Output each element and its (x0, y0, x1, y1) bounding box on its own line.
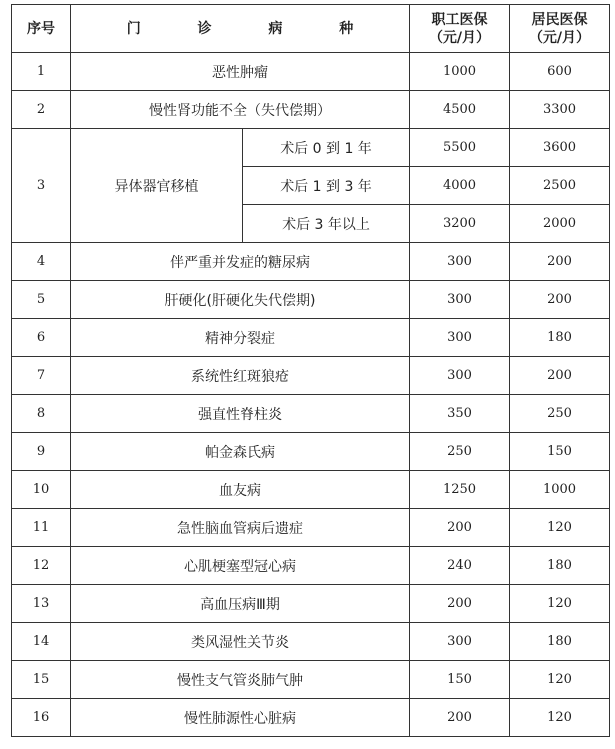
row-employee-amount: 300 (410, 281, 510, 319)
header-seq: 序号 (12, 5, 71, 53)
row-employee-amount: 350 (410, 395, 510, 433)
header-resident-insurance (510, 5, 610, 53)
row-disease: 心肌梗塞型冠心病 (71, 547, 410, 585)
row-resident-amount: 2000 (510, 205, 610, 243)
header-resident-line1: 居民医保 (531, 11, 588, 28)
row-disease: 精神分裂症 (71, 319, 410, 357)
row-sub-period: 术后 1 到 3 年 (243, 167, 410, 205)
row-employee-amount: 300 (410, 623, 510, 661)
insurance-table-container (11, 4, 609, 737)
row-resident-amount: 180 (510, 547, 610, 585)
row-disease: 高血压病Ⅲ期 (71, 585, 410, 623)
row-seq: 8 (12, 395, 71, 433)
row-disease: 伴严重并发症的糖尿病 (71, 243, 410, 281)
row-resident-amount: 250 (510, 395, 610, 433)
row-seq: 16 (12, 699, 71, 737)
row-employee-amount: 300 (410, 243, 510, 281)
row-resident-amount: 3600 (510, 129, 610, 167)
header-resident-line2: （元/月） (528, 29, 591, 46)
row-resident-amount: 3300 (510, 91, 610, 129)
row-seq: 9 (12, 433, 71, 471)
row-seq: 7 (12, 357, 71, 395)
row-employee-amount: 250 (410, 433, 510, 471)
row-employee-amount: 3200 (410, 205, 510, 243)
header-employee-insurance (410, 5, 510, 53)
row-disease: 慢性支气管炎肺气肿 (71, 661, 410, 699)
header-row (12, 5, 610, 53)
row-resident-amount: 120 (510, 661, 610, 699)
table-row (12, 547, 610, 585)
row-employee-amount: 4500 (410, 91, 510, 129)
table-row (12, 661, 610, 699)
row-employee-amount: 150 (410, 661, 510, 699)
table-row (12, 243, 610, 281)
row-resident-amount: 120 (510, 585, 610, 623)
row-sub-period: 术后 3 年以上 (243, 205, 410, 243)
row-seq: 1 (12, 53, 71, 91)
outpatient-insurance-table (11, 4, 610, 737)
row-disease: 慢性肾功能不全（失代偿期） (71, 91, 410, 129)
row-resident-amount: 150 (510, 433, 610, 471)
table-row (12, 585, 610, 623)
table-row (12, 319, 610, 357)
table-row (12, 509, 610, 547)
row-disease: 慢性肺源性心脏病 (71, 699, 410, 737)
row-disease: 血友病 (71, 471, 410, 509)
row-seq: 4 (12, 243, 71, 281)
row-resident-amount: 200 (510, 243, 610, 281)
header-employee-line2: （元/月） (428, 29, 491, 46)
row-employee-amount: 300 (410, 357, 510, 395)
row-disease: 强直性脊柱炎 (71, 395, 410, 433)
row-disease: 恶性肿瘤 (71, 53, 410, 91)
header-employee-line1: 职工医保 (431, 11, 488, 28)
row-employee-amount: 300 (410, 319, 510, 357)
row-seq: 6 (12, 319, 71, 357)
row-seq: 3 (12, 129, 71, 243)
table-row (12, 623, 610, 661)
row-resident-amount: 180 (510, 623, 610, 661)
row-disease: 急性脑血管病后遗症 (71, 509, 410, 547)
row-seq: 5 (12, 281, 71, 319)
row-employee-amount: 200 (410, 699, 510, 737)
table-row (12, 395, 610, 433)
row-disease: 异体器官移植 (71, 129, 243, 243)
header-disease (71, 5, 410, 53)
row-seq: 15 (12, 661, 71, 699)
row-disease: 类风湿性关节炎 (71, 623, 410, 661)
row-employee-amount: 4000 (410, 167, 510, 205)
table-row (12, 471, 610, 509)
row-employee-amount: 200 (410, 509, 510, 547)
header-disease-label: 门 诊 病 种 (126, 20, 380, 37)
table-row (12, 91, 610, 129)
row-disease: 系统性红斑狼疮 (71, 357, 410, 395)
row-seq: 13 (12, 585, 71, 623)
table-row (12, 53, 610, 91)
row-seq: 14 (12, 623, 71, 661)
table-row (12, 433, 610, 471)
row-employee-amount: 240 (410, 547, 510, 585)
row-resident-amount: 120 (510, 699, 610, 737)
row-resident-amount: 180 (510, 319, 610, 357)
row-resident-amount: 120 (510, 509, 610, 547)
row-resident-amount: 200 (510, 281, 610, 319)
table-row (12, 129, 610, 167)
row-resident-amount: 200 (510, 357, 610, 395)
row-employee-amount: 5500 (410, 129, 510, 167)
row-employee-amount: 1000 (410, 53, 510, 91)
row-resident-amount: 2500 (510, 167, 610, 205)
row-seq: 10 (12, 471, 71, 509)
row-sub-period: 术后 0 到 1 年 (243, 129, 410, 167)
row-disease: 肝硬化(肝硬化失代偿期) (71, 281, 410, 319)
table-row (12, 699, 610, 737)
row-seq: 2 (12, 91, 71, 129)
row-employee-amount: 1250 (410, 471, 510, 509)
row-seq: 12 (12, 547, 71, 585)
row-seq: 11 (12, 509, 71, 547)
row-employee-amount: 200 (410, 585, 510, 623)
row-resident-amount: 1000 (510, 471, 610, 509)
row-disease: 帕金森氏病 (71, 433, 410, 471)
row-resident-amount: 600 (510, 53, 610, 91)
table-row (12, 357, 610, 395)
table-row (12, 281, 610, 319)
